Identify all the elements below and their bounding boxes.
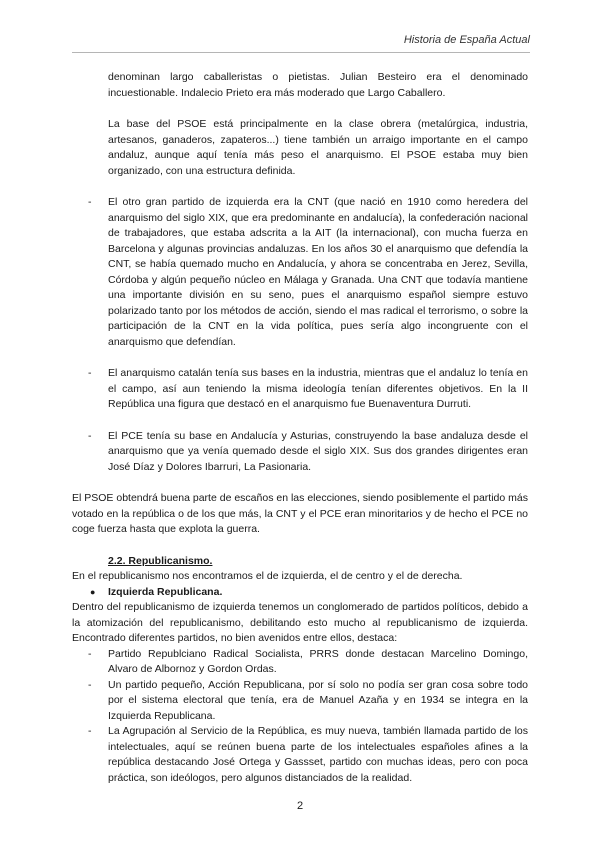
party-item-agrupacion <box>72 724 528 786</box>
list-item-text: La Agrupación al Servicio de la República, es muy nueva, también llamada partido de los intelectuales, aquí se reúnen buena parte de los intelectuales españoles afines a la república destacando José Ortega y Gassset, partido con muchas ideas, pero con poca práctica, son ideólogos, pero algunos distanciados de la realidad. <box>108 725 528 784</box>
intro-paragraph-1: denominan largo caballeristas o pietistas. Julian Besteiro era el denominado incuestionable. Indalecio Prieto era más moderado que Largo Caballero. <box>108 71 528 99</box>
list-item-text: El anarquismo catalán tenía sus bases en la industria, mientras que el andaluz lo tenía en el campo, así aun teniendo la misma ideología tenían diferentes objetivos. En la II República una figura que destacó en el anarquismo fue Buenaventura Durruti. <box>108 367 528 410</box>
subsection-title: Izquierda Republicana. <box>108 585 223 598</box>
running-header: Historia de España Actual <box>403 34 530 46</box>
section-intro: En el republicanismo nos encontramos el de izquierda, el de centro y el de derecha. <box>72 570 463 582</box>
list-item-anarquismo-catalan <box>72 366 528 413</box>
list-item-text: El otro gran partido de izquierda era la CNT (que nació en 1910 como heredera del anarquismo del siglo XIX, que era predominante en andalucía), la confederación nacional de trabajadores, que estaba adscrita a la AIT (la internacional), con mucha fuerza en Barcelona y algunas provincias andaluzas. En los años 30 el anarquismo que defendía la CNT, se había quemado mucho en Andalucía, y ahora se concentraba en Jerez, Sevilla, Córdoba y algún pequeño núcleo en Málaga y Granada. Una CNT que todavía mantiene una importante división en su seno, pues el anarquismo español siempre estuvo polarizado tanto por los métodos de acción, siendo el mas radical el terrorismo, o sobre la participación de la CNT en la vida política, pues sería algo incongruente con el anarquismo que defendían. <box>108 196 528 348</box>
bullet-icon: ● <box>90 586 96 597</box>
list-dash: - <box>88 367 92 379</box>
list-item-cnt <box>72 195 528 350</box>
list-dash: - <box>88 678 92 691</box>
party-item-prrs <box>72 647 528 678</box>
party-item-accion-republicana <box>72 678 528 725</box>
page-number: 2 <box>296 800 304 812</box>
list-dash: - <box>88 725 92 737</box>
list-item-text: Un partido pequeño, Acción Republicana, por sí solo no podía ser gran cosa sobre todo por el sistema electoral que tenía, era de Manuel Azaña y en 1934 se integra en la Izquierda Republicana. <box>108 678 528 722</box>
header-rule <box>72 52 530 53</box>
closing-paragraph: El PSOE obtendrá buena parte de escaños en las elecciones, siendo posiblemente el partido más votado en la república o de los que más, la CNT y el PCE eran minoritarios y de hecho el PCE no coge fuerza hasta que explota la guerra. <box>72 492 528 535</box>
list-item-text: El PCE tenía su base en Andalucía y Asturias, construyendo la base andaluza desde el anarquismo que ya venía quemado desde el siglo XIX. Sus dos grandes dirigentes eran José Díaz y Dolores Ibarruri, La Pasionaria. <box>108 429 528 473</box>
list-dash: - <box>88 429 92 442</box>
intro-paragraph-2: La base del PSOE está principalmente en la clase obrera (metalúrgica, industria, artesanos, ganaderos, zapateros...) tiene también un arraigo importante en el campo andaluz, aunque aquí tenía más peso el anarquismo. El PSOE estaba muy bien organizado, con una estructura definida. <box>108 118 528 177</box>
subsection-paragraph: Dentro del republicanismo de izquierda tenemos un conglomerado de partidos políticos, debido a la atomización del republicanismo, debilitando esto mucho al republicanismo de izquierda. Encontrado diferentes partidos, no bien avenidos entre ellos, destaca: <box>72 601 528 644</box>
list-item-pce <box>72 429 528 476</box>
page-content <box>72 70 528 786</box>
list-dash: - <box>88 647 92 660</box>
list-item-text: Partido Republciano Radical Socialista, PRRS donde destacan Marcelino Domingo, Alvaro de Albornoz y Gordon Ordas. <box>108 647 528 675</box>
section-heading: 2.2. Republicanismo. <box>108 554 213 567</box>
list-dash: - <box>88 196 92 208</box>
subsection-heading <box>72 585 528 601</box>
